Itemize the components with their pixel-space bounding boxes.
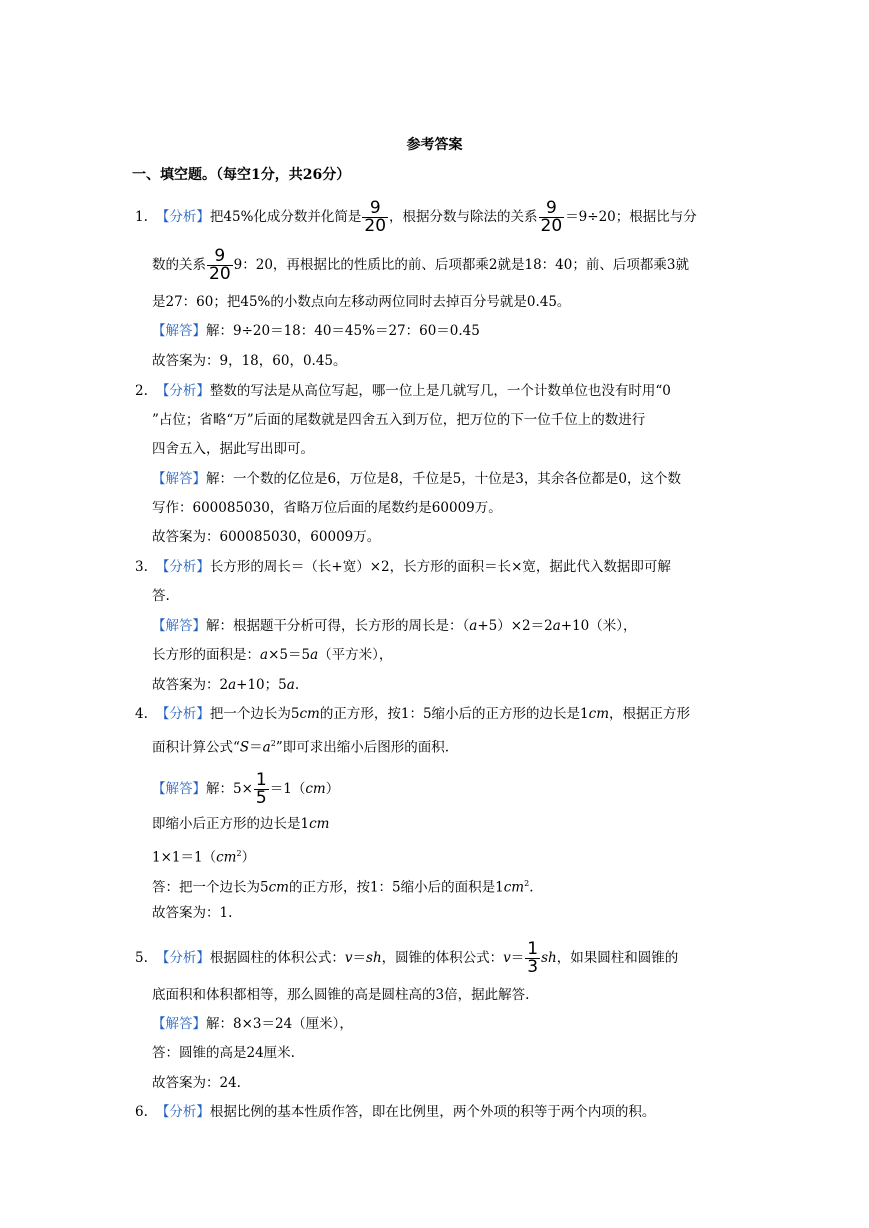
q1-analysis-line-1: 1. 【分析】把45%化成分数并化简是 $\frac{9}{20}$ ，根据分数与除法的关系 $\frac{9}{20}$ ＝9÷20；根据比与分 <box>135 198 697 236</box>
q3-answer-line: 故答案为：2a+10；5a. <box>152 677 300 693</box>
q3-solution-line-1: 【解答】解：根据题干分析可得，长方形的周长是：（a+5）×2＝2a+10（米）， <box>152 618 637 634</box>
q2-analysis-line-1: 2. 【分析】整数的写法是从高位写起，哪一位上是几就写几，一个计数单位也没有时用“0 <box>135 383 671 399</box>
q2-answer-line: 故答案为：600085030，60009万。 <box>152 529 381 545</box>
q3-analysis-line-1: 3. 【分析】长方形的周长＝（长+宽）×2，长方形的面积＝长×宽，据此代入数据即可解 <box>135 559 671 575</box>
fraction-9-20: $\frac{9}{20}$ <box>540 198 563 236</box>
q2-solution-line-1: 【解答】解：一个数的亿位是6，万位是8，千位是5，十位是3，其余各位都是0，这个数 <box>152 471 681 487</box>
q4-line-2: 即缩小后正方形的边长是1cm <box>152 816 330 832</box>
fraction-1-3: $\frac{1}{3}$ <box>527 939 539 977</box>
q4-analysis-line-2: 面积计算公式“$S=a^2$”即可求出缩小后图形的面积. <box>152 739 450 756</box>
q2-analysis-line-2: ”占位；省略“万”后面的尾数就是四舍五入到万位，把万位的下一位千位上的数进行 <box>152 412 646 428</box>
q5-solution-line-1: 【解答】解：8×3＝24（厘米）， <box>152 1016 353 1032</box>
q1-number: 1. <box>135 209 148 225</box>
q1-answer-line: 故答案为：9，18，60，0.45。 <box>152 353 347 369</box>
q6-analysis-line-1: 6. 【分析】根据比例的基本性质作答，即在比例里，两个外项的积等于两个内项的积。 <box>135 1104 656 1120</box>
q2-analysis-line-3: 四舍五入，据此写出即可。 <box>152 441 314 457</box>
q5-answer-line: 故答案为：24. <box>152 1075 241 1091</box>
q5-analysis-line-2: 底面积和体积都相等，那么圆锥的高是圆柱高的3倍，据此解答. <box>152 987 530 1003</box>
q5-solution-line-2: 答：圆锥的高是24厘米. <box>152 1045 295 1061</box>
page-title: 参考答案 <box>406 137 463 153</box>
fraction-9-20: $\frac{9}{20}$ <box>209 246 231 284</box>
q4-line-3: $1\times 1=1(cm^2)$ <box>152 849 256 866</box>
q4-analysis-line-1: 4. 【分析】把一个边长为5cm的正方形，按1：5缩小后的正方形的边长是1cm，根据正方形 <box>135 706 691 722</box>
q1-analysis-line-2: 数的关系 $\frac{9}{20}$ 9：20，再根据比的性质比的前、后项都乘2就是18：40；前、后项都乘3就 <box>152 246 689 284</box>
fraction-1-5: $\frac{1}{5}$ <box>255 770 267 808</box>
section-heading: 一、填空题。（每空1分，共26分） <box>132 167 351 183</box>
q4-line-4: 答：把一个边长为5cm的正方形，按1：5缩小后的面积是$1cm^2$. <box>152 879 534 896</box>
q4-answer-line: 故答案为：1. <box>152 905 233 921</box>
q5-analysis-line-1: 5. 【分析】根据圆柱的体积公式：v＝sh，圆锥的体积公式：v＝ $\frac{1}{3}$ sh，如果圆柱和圆锥的 <box>135 939 679 977</box>
q4-solution-line: 【解答】解：5× $\frac{1}{5}$ ＝1（cm） <box>152 770 340 808</box>
q1-solution-line: 【解答】解：9÷20＝18：40＝45%＝27：60＝0.45 <box>152 323 480 339</box>
fraction-9-20: $\frac{9}{20}$ <box>364 198 387 236</box>
analysis-tag: 【分析】 <box>155 209 210 225</box>
q3-analysis-line-2: 答. <box>152 588 170 604</box>
q1-analysis-line-3: 是27：60；把45%的小数点向左移动两位同时去掉百分号就是0.45。 <box>152 294 571 310</box>
q3-solution-line-2: 长方形的面积是：a×5＝5a（平方米）， <box>152 647 393 663</box>
q2-solution-line-2: 写作：600085030，省略万位后面的尾数约是60009万。 <box>152 500 502 516</box>
